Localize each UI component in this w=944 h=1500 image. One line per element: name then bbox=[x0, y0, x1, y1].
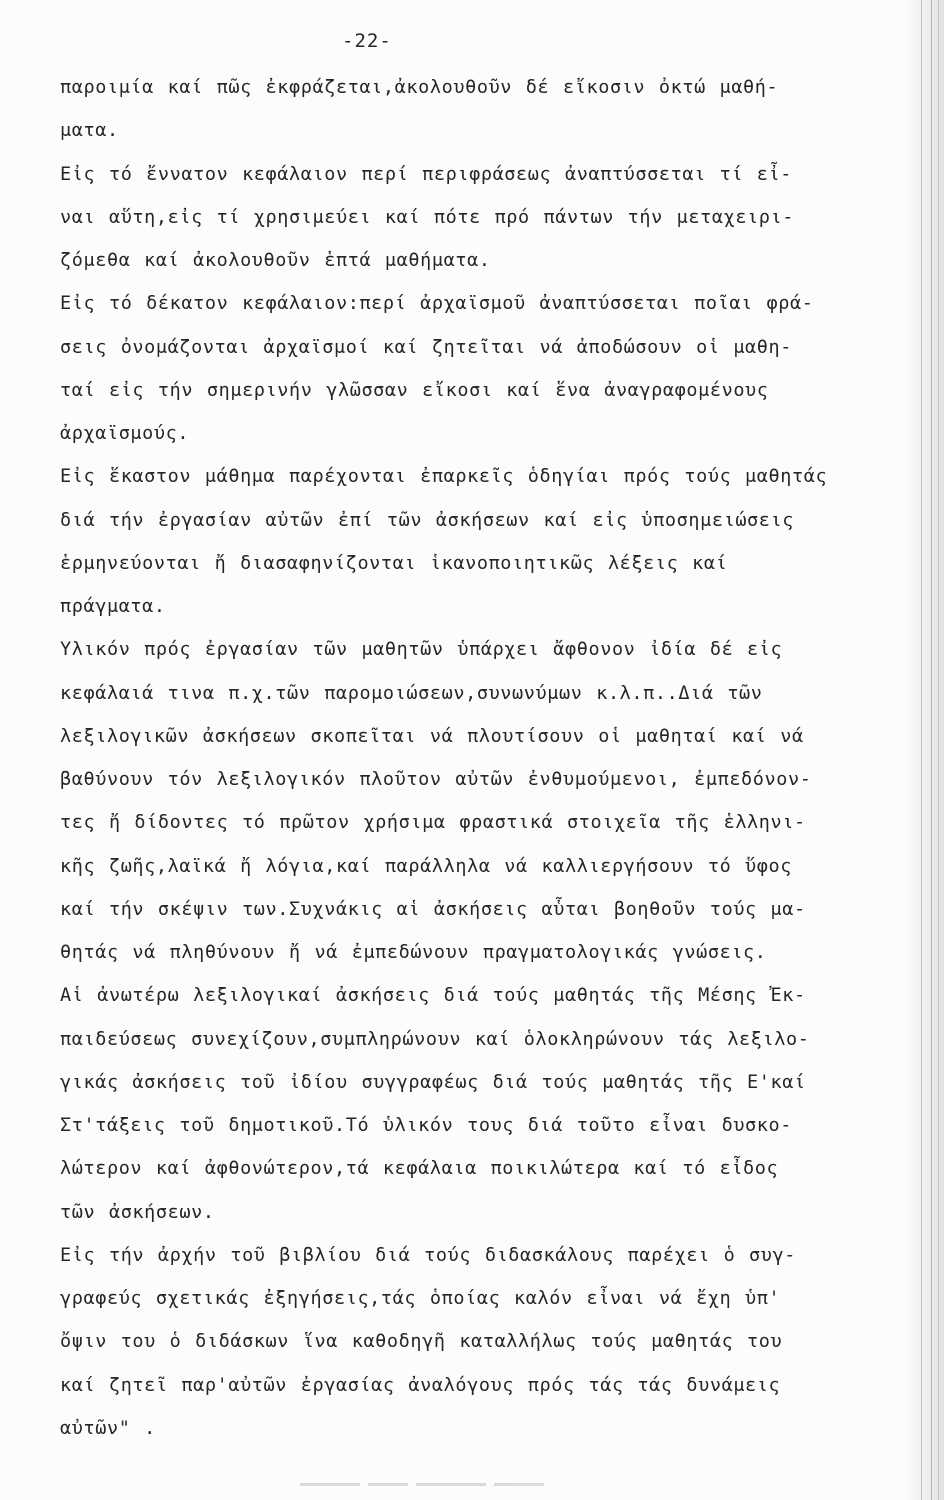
text-line: γραφεύς σχετικάς ἐξηγήσεις,τάς ὁποίας καλόν εἶναι νά ἔχη ὑπ' bbox=[60, 1288, 781, 1309]
text-line: παροιμία καί πῶς ἐκφράζεται,ἀκολουθοῦν δέ εἴκοσιν ὀκτώ μαθή- bbox=[60, 77, 779, 98]
text-line: κεφάλαιά τινα π.χ.τῶν παρομοιώσεων,συνωνύμων κ.λ.π..Διά τῶν bbox=[60, 682, 763, 704]
text-line: Εἰς τό δέκατον κεφάλαιον:περί ἀρχαϊσμοῦ ἀναπτύσσεται ποῖαι φρά- bbox=[60, 293, 814, 315]
text-line: Ὑλικόν πρός ἐργασίαν τῶν μαθητῶν ὑπάρχει ἄφθονον ἰδία δέ εἰς bbox=[60, 639, 783, 661]
text-line: τες ἤ δίδοντες τό πρῶτον χρήσιμα φραστικά στοιχεῖα τῆς ἑλληνι- bbox=[60, 812, 806, 834]
text-line: παιδεύσεως συνεχίζουν,συμπληρώνουν καί ὁλοκληρώνουν τάς λεξιλο- bbox=[60, 1028, 810, 1050]
text-line: ζόμεθα καί ἀκολουθοῦν ἑπτά μαθήματα. bbox=[60, 250, 491, 271]
text-line: ἀρχαϊσμούς. bbox=[60, 423, 190, 444]
text-line: Αἱ ἀνωτέρω λεξιλογικαί ἀσκήσεις διά τούς μαθητάς τῆς Μέσης Ἐκ- bbox=[60, 985, 806, 1007]
text-line: ὄψιν του ὁ διδάσκων ἵνα καθοδηγῆ καταλλήλως τούς μαθητάς του bbox=[60, 1331, 783, 1353]
text-line: κῆς ζωῆς,λαϊκά ἤ λόγια,καί παράλληλα νά καλλιεργήσουν τό ὕφος bbox=[60, 855, 793, 877]
text-line: σεις ὀνομάζονται ἀρχαϊσμοί καί ζητεῖται νά ἀποδώσουν οἱ μαθη- bbox=[60, 336, 793, 358]
text-line: πράγματα. bbox=[60, 596, 166, 617]
faint-footer-stamp bbox=[300, 1474, 580, 1484]
text-line: καί τήν σκέψιν των.Συχνάκις αἱ ἀσκήσεις αὗται βοηθοῦν τούς μα- bbox=[60, 898, 806, 920]
page-number: -22- bbox=[342, 30, 392, 52]
text-line: θητάς νά πληθύνουν ἤ νά ἐμπεδώνουν πραγματολογικάς γνώσεις. bbox=[60, 942, 767, 963]
text-line: Εἰς τήν ἀρχήν τοῦ βιβλίου διά τούς διδασκάλους παρέχει ὁ συγ- bbox=[60, 1244, 797, 1266]
text-line: Στ'τάξεις τοῦ δημοτικοῦ.Τό ὑλικόν τους διά τοῦτο εἶναι δυσκο- bbox=[60, 1115, 793, 1136]
binding-line bbox=[931, 0, 932, 1500]
text-line: λώτερον καί ἀφθονώτερον,τά κεφάλαια ποικιλώτερα καί τό εἶδος bbox=[60, 1158, 779, 1180]
text-line: Εἰς ἕκαστον μάθημα παρέχονται ἐπαρκεῖς ὁδηγίαι πρός τούς μαθητάς bbox=[60, 466, 828, 488]
text-line: καί ζητεῖ παρ'αὐτῶν ἐργασίας ἀναλόγους πρός τάς τάς δυνάμεις bbox=[60, 1374, 781, 1396]
text-line: ταί εἰς τήν σημερινήν γλῶσσαν εἴκοσι καί ἕνα ἀναγραφομένους bbox=[60, 379, 769, 401]
text-line: ματα. bbox=[60, 120, 119, 142]
binding-line bbox=[921, 0, 922, 1500]
text-line: βαθύνουν τόν λεξιλογικόν πλοῦτον αὐτῶν ἐνθυμούμενοι, ἐμπεδόνον- bbox=[60, 769, 812, 790]
text-line: γικάς ἀσκήσεις τοῦ ἰδίου συγγραφέως διά τούς μαθητάς τῆς Ε'καί bbox=[60, 1071, 806, 1093]
text-line: λεξιλογικῶν ἀσκήσεων σκοπεῖται νά πλουτίσουν οἱ μαθηταί καί νά bbox=[60, 725, 804, 747]
text-line: ναι αὕτη,εἰς τί χρησιμεύει καί πότε πρό πάντων τήν μεταχειρι- bbox=[60, 206, 795, 228]
text-line: τῶν ἀσκήσεων. bbox=[60, 1201, 215, 1223]
text-line: αὐτῶν" . bbox=[60, 1417, 156, 1439]
text-line: Εἰς τό ἔννατον κεφάλαιον περί περιφράσεως ἀναπτύσσεται τί εἶ- bbox=[60, 163, 793, 185]
text-line: διά τήν ἐργασίαν αὐτῶν ἐπί τῶν ἀσκήσεων καί εἰς ὑποσημειώσεις bbox=[60, 509, 795, 531]
binding-line bbox=[938, 0, 939, 1500]
text-line: ἑρμηνεύονται ἤ διασαφηνίζονται ἱκανοποιητικῶς λέξεις καί bbox=[60, 552, 728, 574]
body-text bbox=[60, 66, 890, 1450]
